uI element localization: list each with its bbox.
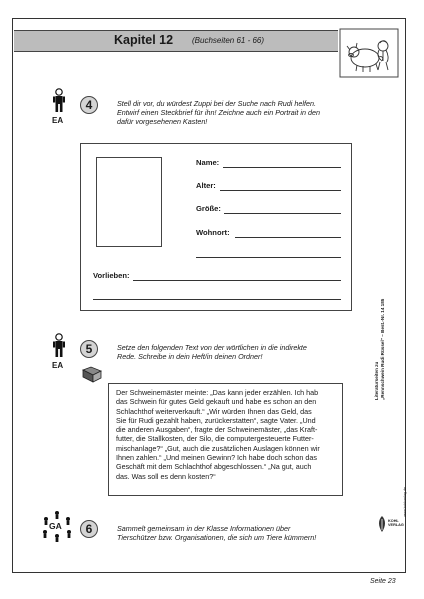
credit-line: „Rennschwein Rudi Rüssel“ – Best.-Nr. 14 185	[379, 298, 385, 400]
person-icon	[51, 88, 67, 114]
text-line: Stell dir vor, du würdest Zuppi bei der Suche nach Rudi helfen.	[117, 99, 316, 108]
text-line: Rede. Schreibe in dein Heft/in deinen Ordner!	[117, 352, 263, 362]
text-line: Geschäft mit dem Schlachthof abgeschlossen.“ „Na gut, auch	[116, 462, 312, 472]
text-line: futter, die Stallkosten, der Silo, die computergesteuerte Futter-	[116, 434, 314, 444]
publisher-logo-icon	[376, 515, 388, 533]
portrait-drawing-area[interactable]	[96, 157, 162, 247]
pig-illustration	[339, 28, 399, 78]
book-credit-vertical	[374, 299, 385, 400]
name-field[interactable]	[223, 167, 341, 168]
book-pages-reference: (Buchseiten 61 - 66)	[192, 36, 265, 45]
task-instructions	[117, 99, 367, 127]
preferences-field[interactable]	[133, 280, 341, 281]
chapter-header-bar	[14, 30, 338, 52]
publisher-name: KOHL VERLAG	[388, 519, 404, 527]
book-icon	[81, 365, 103, 385]
residence-extra-line[interactable]	[196, 257, 341, 258]
text-line: dafür vorgesehenen Kasten!	[117, 117, 208, 127]
credit-line: Literaturseiten zu	[374, 361, 379, 400]
task-number: 5	[80, 340, 98, 358]
text-line: Tierschützer bzw. Organisationen, die sich um Tiere kümmern!	[117, 533, 317, 543]
text-line: Entwirf einen Steckbrief für ihn! Zeichne auch ein Portrait in den	[117, 108, 320, 118]
residence-field[interactable]	[235, 237, 341, 238]
chapter-title: Kapitel 12	[114, 33, 174, 47]
text-line: das Schwein für gutes Geld gekauft und habe es schon an den	[116, 397, 317, 407]
text-line: Ihnen zahlen.“ „Und meinen Gewinn? Ich habe doch schon das	[116, 453, 317, 463]
text-line: Schlachthof weiterverkauft.“ „Wir würden Ihnen das Geld, das	[116, 406, 312, 416]
age-field[interactable]	[220, 190, 341, 191]
preferences-extra-line[interactable]	[93, 299, 341, 300]
text-line: mischanlage?“ „Gut, auch die zusätzlichen Auslagen können wir	[116, 443, 320, 453]
task-instructions	[117, 524, 357, 542]
text-line: Setze den folgenden Text von der wörtlichen in die indirekte	[117, 343, 307, 352]
size-label: Größe:	[196, 204, 221, 213]
size-field[interactable]	[224, 213, 341, 214]
page-number: Seite 23	[370, 578, 396, 585]
person-icon	[51, 333, 67, 359]
preferences-label: Vorlieben:	[93, 271, 130, 280]
name-label: Name:	[196, 158, 220, 167]
individual-work-label: EA	[52, 116, 64, 125]
age-label: Alter:	[196, 181, 216, 190]
task-instructions	[117, 343, 357, 361]
publisher-logo	[376, 487, 407, 547]
task-number: 6	[80, 520, 98, 538]
individual-work-label: EA	[52, 361, 64, 370]
wanted-poster-box	[80, 143, 352, 311]
group-work-label: GA	[49, 521, 62, 531]
text-line: das. Was soll es denn kosten?“	[116, 471, 216, 481]
text-line: Sie für Rudi gezahlt haben, zurückerstatten“, sagte Vater. „Und	[116, 415, 316, 425]
text-line: Der Schweinemäster meinte: „Das kann jeder erzählen. Ich hab	[116, 388, 319, 397]
publisher-url: www.kohlverlag.de	[403, 487, 407, 517]
text-line: die anderen Ausgaben“, fragte der Schweinemäster, „das Kraft-	[116, 425, 318, 435]
residence-label: Wohnort:	[196, 228, 230, 237]
task-number: 4	[80, 96, 98, 114]
direct-speech-passage	[108, 383, 343, 496]
text-line: Sammelt gemeinsam in der Klasse Informationen über	[117, 524, 291, 533]
